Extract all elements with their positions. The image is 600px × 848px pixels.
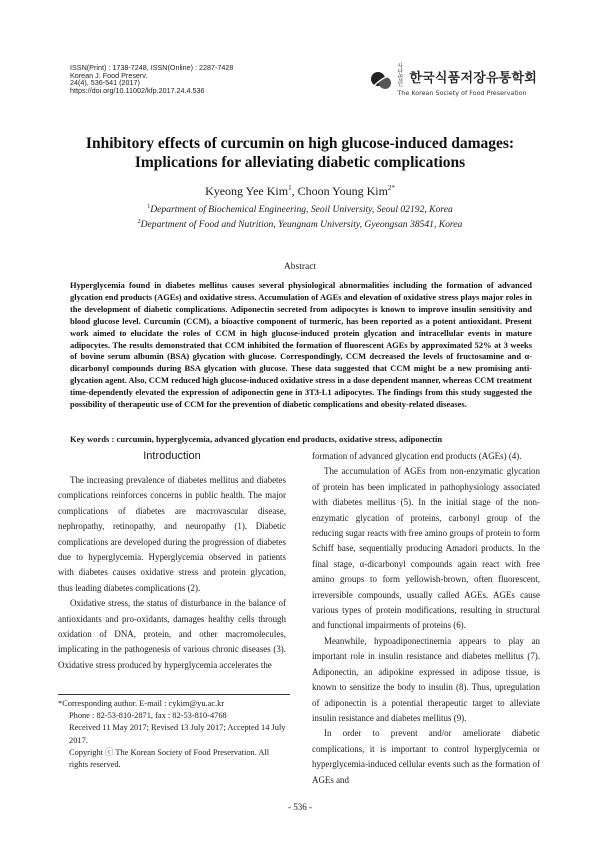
affiliation-2: $^2$Department of Food and Nutrition, Yeungnam University, Gyeongsan 38541, Korea (137, 219, 463, 231)
meta-journal: Korean J. Food Preserv. (70, 70, 148, 80)
footnote-divider (58, 694, 290, 695)
intro-paragraph-2: Oxidative stress, the status of disturbance in the balance of antioxidants and pro-oxidants, damages healthy cells through oxidation of DNA, protein, and other macromolecules, implicating in the pathogenesis of various chronic diseases (3). Oxidative stress produced by hyperglycemia accelerates the (58, 598, 286, 670)
abstract-body: Hyperglycemia found in diabetes mellitus causes several physiological abnormalities including the formation of advanced glycation end products (AGEs) and oxidative stress. Accumulation of AGEs and elevation of oxidative stress plays major roles in the development of diabetic complications. Adiponectin secreted from adipocytes is known to improve insulin sensitivity and blood glucose level. Curcumin (CCM), a bioactive component of turmeric, has been reported as a potent antioxidant. Present work aimed to elucidate the roles of CCM in high glucose-induced protein glycation and intracellular events in mature adipocytes. The results demonstrated that CCM inhibited the formation of fluorescent AGEs by approximated 52% at 3 weeks of bovine serum albumin (BSA) glycation with glucose. Correspondingly, CCM decreased the levels of fructosamine and α-dicarbonyl compounds during BSA glycation with glucose. These data suggested that CCM might be a new promising anti-glycation agent. Also, CCM reduced high glucose-induced oxidative stress in a dose dependent manner, whereas CCM treatment time-dependently elevated the expression of adiponectin gene in 3T3-L1 adipocytes. The findings from this study suggested the possibility of therapeutic use of CCM for the prevention of diabetic complications and obesity-related diseases. (70, 280, 532, 410)
page-number: - 536 - (288, 802, 312, 812)
section-heading-introduction: Introduction (143, 450, 201, 462)
corresponding-footnote (58, 694, 290, 771)
manuscript-dates: Received 11 May 2017; Revised 13 July 2017; Accepted 14 July 2017. (69, 723, 286, 745)
abstract-heading: Abstract (283, 262, 317, 272)
meta-doi-link[interactable]: https://doi.org/10.11002/kfp.2017.24.4.536 (70, 85, 205, 95)
journal-meta (70, 64, 233, 94)
society-logo-icon (369, 70, 393, 92)
intro-paragraph-1: The increasing prevalence of diabetes mellitus and diabetes complications reinforces concerns in public health. The major complications of diabetes are macrovascular disease, nephropathy, retinopathy, and neuropathy (1). Diabetic complications are developed during the progression of diabetes due to hyperglycemia. Hyperglycemia observed in patients with diabetes causes oxidative stress and protein glycation, thus leading diabetes complications (2). (58, 475, 286, 593)
title-line-2: Implications for alleviating diabetic complications (134, 154, 466, 171)
copyright-notice: Copyright ⓒ The Korean Society of Food Preservation. All rights reserved. (69, 747, 270, 770)
author-2: Choon Young Kim (297, 184, 388, 198)
author-list (0, 184, 600, 199)
corresponding-phone: Phone : 82-53-810-2871, fax : 82-53-810-4768 (69, 711, 227, 721)
society-name-english: The Korean Society of Food Preservation (397, 89, 527, 97)
society-name-korean: 한국식품저장유통학회 (409, 70, 537, 86)
society-header (369, 64, 537, 97)
author-1: Kyeong Yee Kim (205, 184, 289, 198)
intro-paragraph-3: The accumulation of AGEs from non-enzymatic glycation of protein has been implicated in pathophysiology associated with diabetes mellitus (5). In the initial stage of the non-enzymatic glycation of proteins, carbonyl group of the reducing sugar reacts with free amino groups of protein to form Schiff base, sequentially producing Amadori products. In the final stage, α-dicarbonyl compounds again react with free amino groups to form yellowish-brown, often fluorescent, irreversible compounds, usually called AGEs. AGEs cause various types of protein modifications, resulting in structural and functional impairments of proteins (6). (312, 466, 540, 631)
society-prefix: 사단법인 (397, 63, 404, 88)
paper-title (0, 134, 600, 172)
intro-paragraph-4: Meanwhile, hypoadiponectinemia appears to play an important role in insulin resistance and diabetes mellitus (7). Adiponectin, an adipokine expressed in adipose tissue, is known to sensitize the body to insulin (8). Thus, upregulation of adiponectin is a potential therapeutic target to alleviate insulin resistance and diabetes mellitus (9). (312, 635, 540, 723)
keywords: Key words : curcumin, hyperglycemia, advanced glycation end products, oxidative stress, adiponectin (70, 434, 443, 444)
author-2-affil-mark: 2* (387, 184, 395, 192)
meta-issn: ISSN(Print) : 1738-7248, ISSN(Online) : 2287-7428 (70, 63, 234, 72)
left-column (58, 444, 286, 673)
affiliations (0, 201, 600, 231)
corresponding-email: *Corresponding author. E-mail : cykim@yu.ac.kr (58, 699, 225, 708)
intro-paragraph-5: In order to prevent and/or ameliorate diabetic complications, it is important to control hyperglycemia or hyperglycemia-induced cellular events such as the formation of AGEs and (312, 728, 540, 785)
author-separator: , (291, 184, 298, 198)
intro-paragraph-2-cont: formation of advanced glycation end products (AGEs) (4). (312, 451, 522, 461)
meta-volume: 24(4), 536-541 (2017) (70, 78, 140, 88)
affiliation-1: $^1$Department of Biochemical Engineering, Seoil University, Seoul 02192, Korea (147, 204, 453, 216)
right-column (312, 449, 540, 788)
author-1-affil-mark: 1 (288, 184, 292, 192)
title-line-1: Inhibitory effects of curcumin on high glucose-induced damages: (85, 135, 515, 152)
